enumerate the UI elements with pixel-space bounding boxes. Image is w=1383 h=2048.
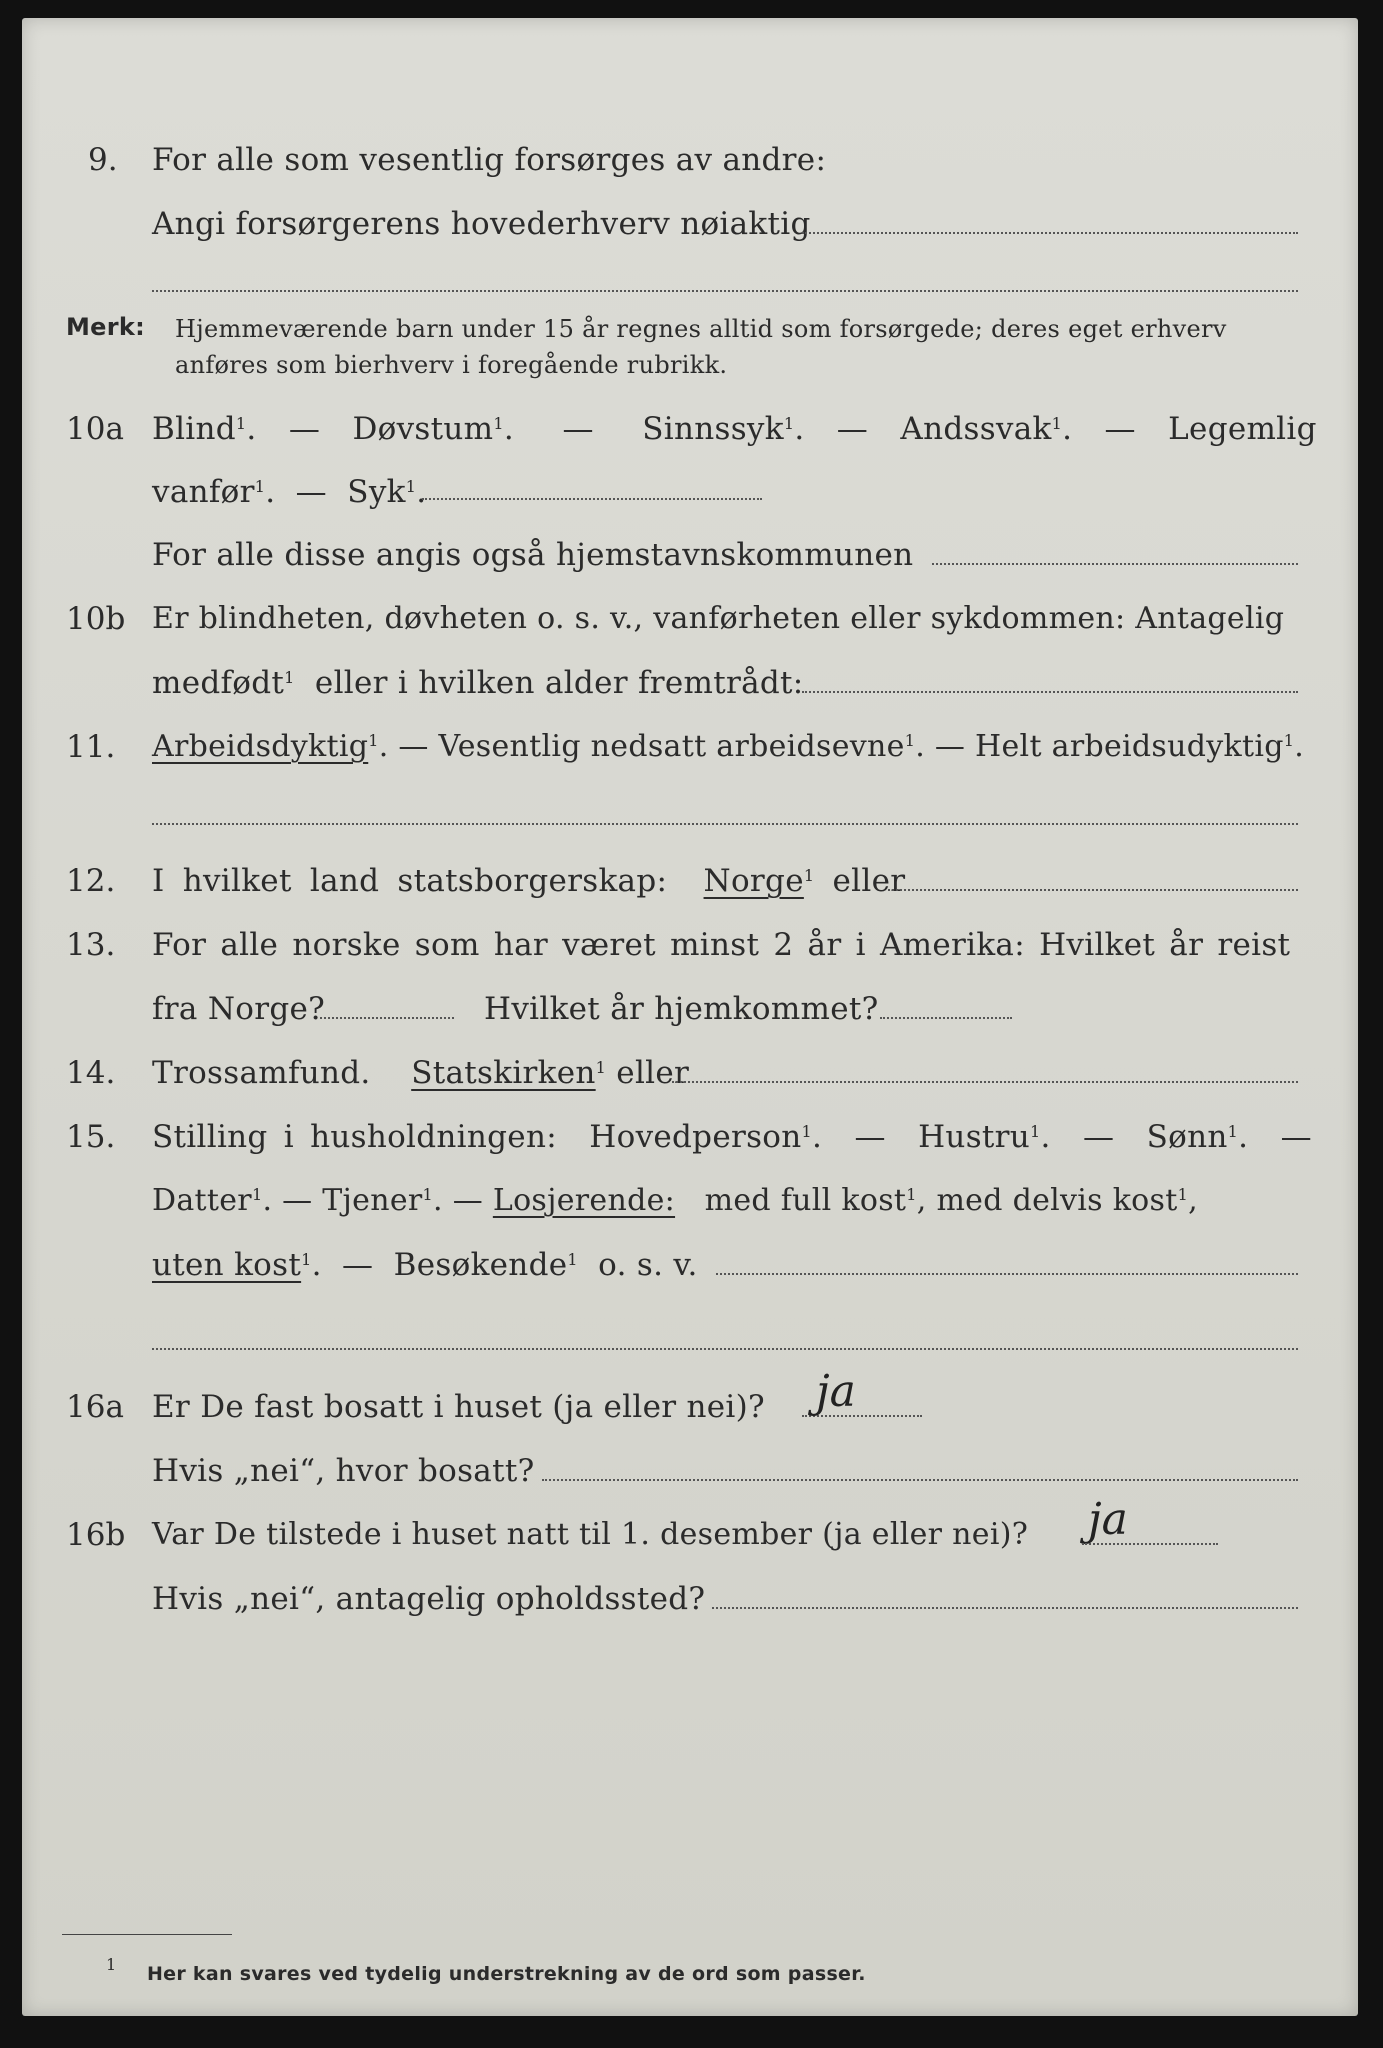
q10b-line2-rest: eller i hvilken alder fremtrådt: (314, 665, 804, 701)
q15-line1: Stilling i husholdningen: Hovedperson$^1$. — Hustru$^1$. — Sønn$^1$. — (152, 1119, 1312, 1155)
option-medfodt: medfødt (152, 665, 285, 701)
q10b-answer-line (802, 691, 1298, 693)
q16a-line2: Hvis „nei“, hvor bosatt? (152, 1453, 535, 1489)
option-sinnssyk: Sinnssyk (642, 411, 784, 447)
option-dovstum: Døvstum (352, 411, 494, 447)
q13-line1: For alle norske som har været minst 2 år i Amerika: Hvilket år reist (152, 927, 1291, 963)
footnote-ref: 1 (405, 477, 417, 496)
q10a-line2: vanfør$^1$. — Syk$^1$. (152, 474, 427, 510)
footnote-ref: 1 (783, 414, 795, 433)
q10a-line3: For alle disse angis også hjemstavnskommunen (152, 537, 914, 573)
footnote-ref: 1 (235, 414, 247, 433)
q10a-kommune-line (932, 563, 1298, 565)
option-arbeidsdyktig: Arbeidsdyktig (152, 729, 369, 764)
q15-number: 15. (66, 1119, 116, 1155)
footnote-ref: 1 (1177, 1185, 1189, 1204)
footnote-ref: 1 (1227, 1122, 1239, 1141)
merk-label (66, 310, 145, 344)
q14-text: Trossamfund. (152, 1055, 371, 1091)
option-vanfor: vanfør (152, 474, 255, 510)
option-vesentlig: Vesentlig nedsatt arbeidsevne (438, 729, 905, 764)
q16a-line1: Er De fast bosatt i huset (ja eller nei)? (152, 1389, 765, 1425)
footnote-ref: 1 (284, 668, 295, 687)
q13-number: 13. (66, 927, 116, 963)
merk-line2: anføres som bierhverv i foregående rubrikk. (175, 351, 728, 379)
footnote-ref: 1 (368, 731, 379, 750)
option-besokende: Besøkende (393, 1247, 568, 1283)
q9-line2: Angi forsørgerens hovederhverv nøiaktig (152, 206, 811, 242)
q11-line: Arbeidsdyktig$^1$. — Vesentlig nedsatt arbeidsevne$^1$. — Helt arbeidsudyktig$^1$. (152, 729, 1305, 764)
q15-line3: uten kost$^1$. — Besøkende$^1$ o. s. v. (152, 1247, 698, 1283)
q16b-number: 16b (66, 1517, 126, 1553)
footnote-ref: 1 (1283, 731, 1295, 750)
option-legemlig: Legemlig (1168, 411, 1317, 447)
footnote-ref: 1 (251, 1185, 263, 1204)
q15-osv: o. s. v. (598, 1247, 698, 1283)
q10a-number: 10a (66, 411, 124, 447)
footnote-ref: 1 (595, 1058, 607, 1077)
merk-line1: Hjemmeværende barn under 15 år regnes alltid som forsørgede; deres eget erhverv (175, 315, 1227, 343)
q13-line2a: fra Norge? (152, 991, 326, 1027)
q10b-line2 (152, 663, 804, 703)
q16b-handwritten-answer: ja (1088, 1494, 1128, 1545)
q16a-handwritten-answer: ja (816, 1366, 856, 1417)
q12-eller: eller (832, 863, 906, 899)
q15-text: Stilling i husholdningen: (152, 1119, 557, 1155)
option-statskirken: Statskirken (411, 1055, 596, 1091)
footnote-mark: 1 (106, 1955, 117, 1974)
option-blind: Blind (152, 411, 236, 447)
q16a-bosatt-line (542, 1479, 1298, 1481)
q15-answer-line (716, 1273, 1298, 1275)
merk-label-text: Merk: (66, 313, 146, 341)
q12-number: 12. (66, 863, 116, 899)
q15-line2: Datter$^1$. — Tjener$^1$. — Losjerende: med full kost$^1$, med delvis kost$^1$, (152, 1183, 1198, 1218)
footnote-ref: 1 (301, 1250, 312, 1269)
q12-answer-line (888, 889, 1298, 891)
q10b-line1: Er blindheten, døvheten o. s. v., vanførheten eller sykdommen: Antagelig (152, 601, 1285, 636)
q11-number: 11. (66, 729, 116, 765)
footnote-ref: 1 (803, 866, 815, 885)
option-hovedperson: Hovedperson (589, 1119, 802, 1155)
q16b-line2: Hvis „nei“, antagelig opholdssted? (152, 1581, 706, 1617)
footnote-ref: 1 (1051, 414, 1063, 433)
option-sonn: Sønn (1146, 1119, 1228, 1155)
q13-hjemkommet-line (880, 1017, 1012, 1019)
q13-line2b: Hvilket år hjemkommet? (484, 991, 879, 1027)
footnote-ref: 1 (422, 1185, 434, 1204)
q16b-answer-line (1082, 1543, 1218, 1545)
footnote (106, 1950, 866, 1994)
option-datter: Datter (152, 1183, 252, 1218)
footnote-ref: 1 (1030, 1122, 1041, 1141)
q10b-number: 10b (66, 601, 126, 637)
footnote-ref: 1 (254, 477, 266, 496)
q12-text: I hvilket land statsborgerskap: (152, 863, 668, 899)
option-tjener: Tjener (322, 1183, 423, 1218)
option-norge: Norge (703, 863, 804, 899)
q9-number: 9. (88, 142, 118, 178)
option-losjerende: Losjerende: (492, 1183, 676, 1218)
q10a-syk-line (422, 498, 762, 500)
footnote-text: Her kan svares ved tydelig understrekning av de ord som passer. (146, 1963, 866, 1985)
q10a-line1: Blind$^1$. — Døvstum$^1$. — Sinnssyk$^1$. — Andssvak$^1$. — Legemlig (152, 411, 1317, 447)
q15-extra-line (152, 1348, 1298, 1350)
q11-extra-line (152, 823, 1298, 825)
footnote-rule (62, 1934, 232, 1935)
q9-extra-line (152, 290, 1298, 292)
footnote-ref: 1 (906, 1185, 917, 1204)
option-hustru: Hustru (918, 1119, 1031, 1155)
q14-eller: eller (616, 1055, 690, 1091)
q9-line1: For alle som vesentlig forsørges av andre: (152, 142, 827, 178)
q14-answer-line (672, 1081, 1298, 1083)
option-delvis-kost: med delvis kost (936, 1183, 1178, 1218)
option-andssvak: Andssvak (900, 411, 1052, 447)
option-uten-kost: uten kost (152, 1247, 302, 1283)
q12-line (152, 861, 905, 901)
footnote-ref: 1 (567, 1250, 578, 1269)
q16b-opholdssted-line (712, 1607, 1298, 1609)
footnote-ref: 1 (904, 731, 916, 750)
q14-line (152, 1053, 689, 1093)
q16a-number: 16a (66, 1389, 124, 1425)
option-helt: Helt arbeidsudyktig (975, 729, 1284, 764)
option-full-kost: med full kost (704, 1183, 907, 1218)
q9-answer-line (802, 232, 1298, 234)
q13-reist-line (320, 1017, 454, 1019)
option-syk: Syk (347, 474, 406, 510)
q16b-line1: Var De tilstede i huset natt til 1. desember (ja eller nei)? (152, 1517, 1029, 1552)
footnote-ref: 1 (801, 1122, 813, 1141)
census-form-page (22, 18, 1358, 2016)
footnote-ref: 1 (493, 414, 504, 433)
q14-number: 14. (66, 1055, 116, 1091)
